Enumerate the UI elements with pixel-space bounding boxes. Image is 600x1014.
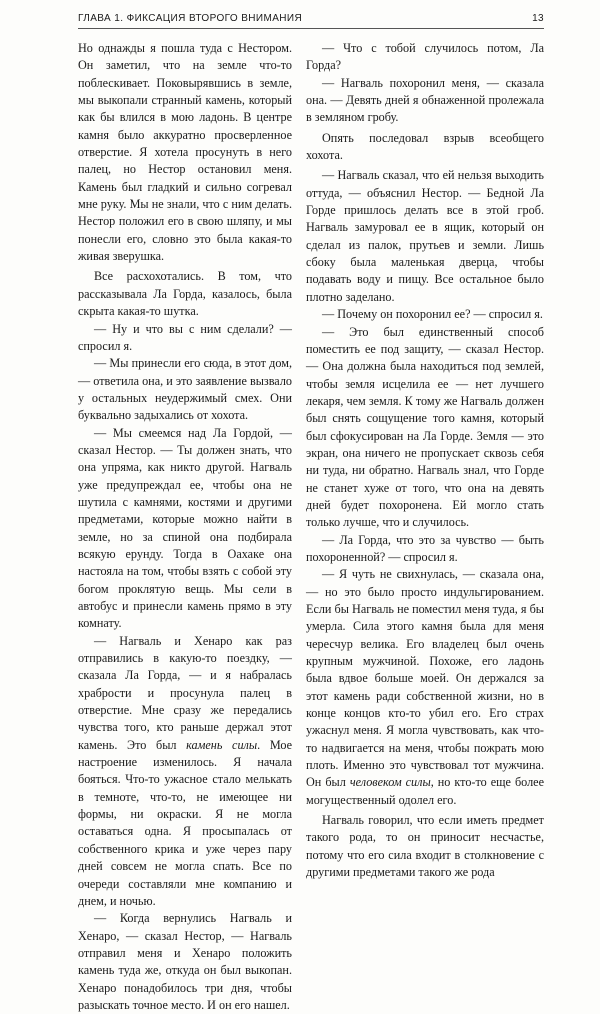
paragraph: Опять последовал взрыв всеобщего хохота. bbox=[306, 130, 544, 163]
left-column bbox=[78, 40, 292, 1014]
paragraph: — Почему он похоронил ее? — спросил я. bbox=[322, 307, 543, 322]
emphasis: человеком силы bbox=[349, 775, 431, 790]
right-column bbox=[306, 40, 544, 882]
running-head bbox=[78, 12, 544, 29]
paragraph: — Нагваль похоронил меня, — сказала она. — Девять дней я обнаженной пролежала в земляном гробу. bbox=[306, 75, 544, 125]
paragraph: Все расхохотались. В том, что рассказывала Ла Горда, казалось, была скрыта какая-то шутка. bbox=[78, 269, 292, 319]
paragraph bbox=[78, 633, 292, 911]
paragraph: Нагваль говорил, что если иметь предмет такого рода, то он приносит несчастье, потому что его сила входит в столкновение с другими предметами такого же рода bbox=[306, 813, 544, 880]
paragraph-text: — Я чуть не свихнулась, — сказала она, — но это было просто индульгированием. Если бы Нагваль не поместил меня туда, я бы умерла. Сила этого камня была для меня чересчур велика. Его владелец был очень крупным мужчиной. Похоже, его ладонь была вдвое больше моей. Он держался за этот камень ради собственной жизни, но в конце концов кто-то убил его. Его страх ужаснул меня. Я могла чувствовать, как что-то надвигается на меня, чтобы пожрать мою плоть. Именно это чувствовал тот мужчина. Он был bbox=[306, 567, 544, 790]
paragraph: — Когда вернулись Нагваль и Хенаро, — сказал Нестор, — Нагваль отправил меня и Хенаро положить камень туда же, откуда он был выкопан. Хенаро понадобилось три дня, чтобы разыскать точное место. И он его нашел. bbox=[78, 911, 292, 1012]
paragraph-text: , но кто-то еще более могущественный одолел его. bbox=[306, 775, 544, 807]
emphasis: камень силы bbox=[186, 737, 258, 752]
page-number: 13 bbox=[532, 13, 544, 24]
paragraph: — Ну и что вы с ним сделали? — спросил я. bbox=[78, 321, 292, 353]
paragraph: — Мы смеемся над Ла Гордой, — сказал Нестор. — Ты должен знать, что она упряма, как никто другой. Нагваль уже предупреждал ее, чтобы она не шутила с камнями, костями и другими предметами, которые можно найти в земле, но за спиной она подбирала всякую ерунду. Тогда в Оахаке она настояла на том, чтобы взять с собой эту богом проклятую вещь. Мы сели в автобус и принесли камень прямо в эту комнату. bbox=[78, 425, 292, 631]
paragraph: — Нагваль сказал, что ей нельзя выходить оттуда, — объяснил Нестор. — Бедной Ла Горде пришлось делать все в этой гроб. Нагваль замуровал ее в ящик, который он сделал из палок, прутьев и земли. Лишь сбоку была маленькая дверца, чтобы подавать воду и пищу. Все остальное было плотно заделано. bbox=[306, 168, 544, 304]
paragraph-text: . Мое настроение изменилось. Я начала бояться. Что-то ужасное стало мелькать в темноте, что-то, не имеющее ни формы, ни окраски. Я не могла оставаться одна. Я просыпалась от собственного крика и уже через пару дней совсем не могла спать. Все по очереди составляли мне компанию и днем, и ночью. bbox=[78, 737, 293, 908]
paragraph: — Мы принесли его сюда, в этот дом, — ответила она, и это заявление вызвало у остальных неудержимый смех. Они буквально задыхались от хохота. bbox=[78, 356, 292, 423]
paragraph: — Ла Горда, что это за чувство — быть похороненной? — спросил я. bbox=[306, 532, 544, 564]
paragraph: — Что с тобой случилось потом, Ла Горда? bbox=[306, 41, 544, 73]
paragraph: — Это был единственный способ поместить ее под защиту, — сказал Нестор. — Она должна была находиться под землей, чтобы земля исцелила ее — нет лучшего лекаря, чем земля. К тому же Нагваль должен был снять сощущение того камня, который был сфокусирован на Ла Горде. Земля — это экран, она ничего не пропускает сквозь себя ни туда, ни обратно. Нагваль знал, что Горде не станет хуже от того, что она на девять дней будет похоронена. Ей могло стать только лучше, что и случилось. bbox=[306, 324, 544, 530]
paragraph bbox=[306, 566, 544, 809]
paragraph: Но однажды я пошла туда с Нестором. Он заметил, что на земле что-то поблескивает. Поковырявшись в земле, мы выкопали странный камень, который как бы влился в мою ладонь. В центре камня было аккуратно просверленное отверстие. Я хотела просунуть в него палец, но Нестор остановил меня. Камень был гладкий и сильно согревал мне руку. Мы не знали, что с ним делать. Нестор положил его в свою шляпу, и мы понесли его, словно это была какая-то живая зверушка. bbox=[78, 41, 292, 264]
paragraph-text: — Нагваль и Хенаро как раз отправились в какую-то поездку, — сказала Ла Горда, — и я набралась храбрости и просунула палец в отверстие. Мне сразу же передались чувства того, кто раньше держал этот камень. Это был bbox=[78, 633, 292, 752]
chapter-title: ГЛАВА 1. ФИКСАЦИЯ ВТОРОГО ВНИМАНИЯ bbox=[78, 13, 303, 24]
